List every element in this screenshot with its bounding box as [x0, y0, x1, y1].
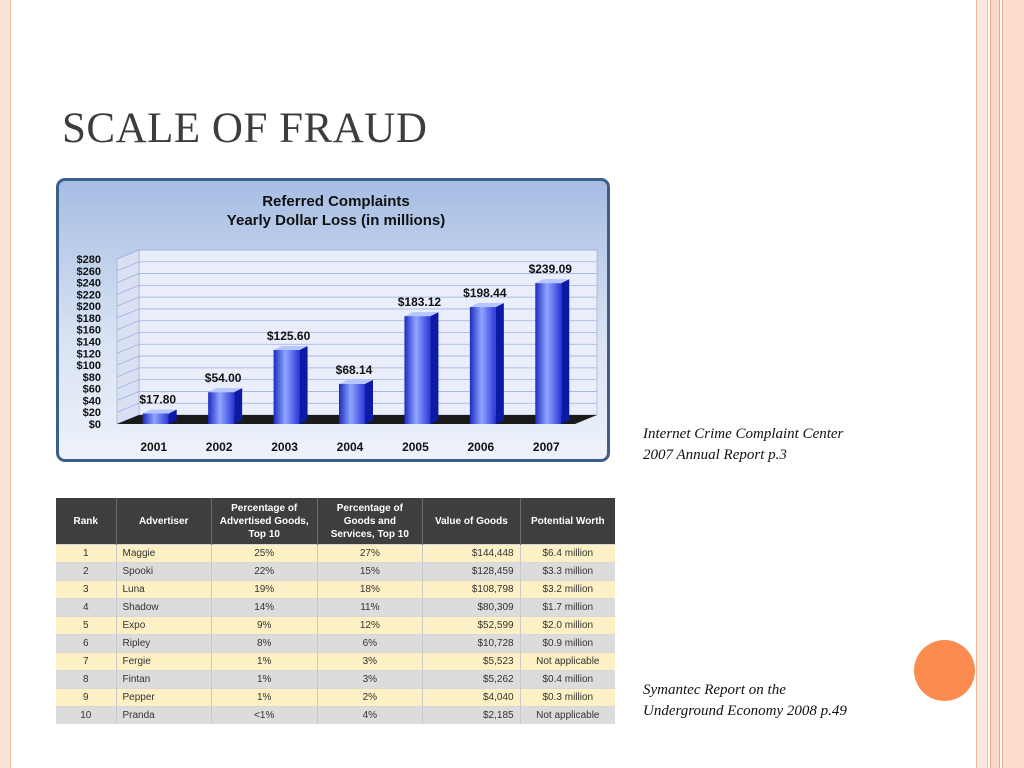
value-cell: $52,599	[423, 617, 520, 635]
bar-front	[208, 392, 234, 424]
bar-2006	[470, 303, 504, 424]
advertised-goods-cell: 1%	[211, 653, 317, 671]
table-row	[56, 599, 615, 617]
rank-cell: 8	[56, 671, 116, 689]
y-tick-label: $260	[76, 265, 101, 278]
advertised-goods-cell: 8%	[211, 635, 317, 653]
y-tick-label: $80	[82, 371, 101, 384]
column-header-advertised-goods: Percentage of Advertised Goods, Top 10	[211, 498, 317, 545]
rank-cell: 10	[56, 707, 116, 725]
worth-cell: $1.7 million	[520, 599, 615, 617]
goods-services-cell: 12%	[317, 617, 423, 635]
rank-cell: 5	[56, 617, 116, 635]
y-tick-label: $220	[76, 289, 101, 302]
chart-title: Referred Complaints	[262, 193, 410, 210]
worth-cell: $3.3 million	[520, 563, 615, 581]
rank-cell: 9	[56, 689, 116, 707]
value-cell: $4,040	[423, 689, 520, 707]
worth-cell: $0.4 million	[520, 671, 615, 689]
accent-circle	[914, 640, 975, 701]
worth-cell: $0.3 million	[520, 689, 615, 707]
value-cell: $5,262	[423, 671, 520, 689]
table-source-caption	[643, 680, 847, 722]
data-label: $125.60	[266, 328, 311, 343]
chart-source-line-1: Internet Crime Complaint Center	[643, 426, 844, 442]
rank-cell: 6	[56, 635, 116, 653]
advertised-goods-cell: 1%	[211, 671, 317, 689]
data-label: $183.12	[397, 295, 442, 310]
data-label: $17.80	[139, 392, 177, 407]
value-cell: $80,309	[423, 599, 520, 617]
bar-front	[470, 307, 496, 424]
data-label: $239.09	[528, 262, 572, 277]
advertiser-cell: Pranda	[116, 707, 211, 725]
slide-title: SCALE OF FRAUD	[62, 105, 428, 152]
data-label: $68.14	[335, 362, 373, 377]
left-border-stripe	[0, 0, 11, 768]
goods-services-cell: 2%	[317, 689, 423, 707]
rank-cell: 3	[56, 581, 116, 599]
advertiser-cell: Shadow	[116, 599, 211, 617]
advertised-goods-cell: <1%	[211, 707, 317, 725]
chart-source-line-2: 2007 Annual Report p.3	[643, 447, 787, 463]
y-tick-label: $280	[76, 254, 101, 266]
advertiser-cell: Pepper	[116, 689, 211, 707]
table-row	[56, 635, 615, 653]
bar-side	[496, 303, 504, 424]
bar-2004	[339, 380, 373, 424]
advertised-goods-cell: 19%	[211, 581, 317, 599]
advertiser-cell: Luna	[116, 581, 211, 599]
bar-side	[300, 346, 308, 424]
column-header-rank: Rank	[56, 498, 116, 545]
worth-cell: $3.2 million	[520, 581, 615, 599]
y-tick-label: $120	[76, 348, 101, 361]
advertised-goods-cell: 14%	[211, 599, 317, 617]
bar-side	[365, 380, 373, 424]
bar-side	[561, 279, 569, 424]
table-row	[56, 671, 615, 689]
bar-front	[535, 283, 561, 424]
rank-cell: 4	[56, 599, 116, 617]
table-row	[56, 563, 615, 581]
x-tick-label: 2002	[205, 440, 233, 454]
data-label: $54.00	[204, 371, 242, 386]
x-tick-label: 2005	[402, 440, 429, 454]
goods-services-cell: 18%	[317, 581, 423, 599]
worth-cell: $6.4 million	[520, 545, 615, 563]
bar-chart	[56, 178, 610, 462]
column-header-potential-worth: Potential Worth	[520, 498, 615, 545]
rank-cell: 2	[56, 563, 116, 581]
goods-services-cell: 11%	[317, 599, 423, 617]
x-tick-label: 2004	[336, 440, 364, 454]
advertiser-cell: Spooki	[116, 563, 211, 581]
bar-side	[430, 312, 438, 424]
column-header-goods-services: Percentage of Goods and Services, Top 10	[317, 498, 423, 545]
bar-side	[234, 388, 242, 424]
right-border-stripes	[976, 0, 1024, 768]
x-tick-label: 2001	[140, 440, 168, 454]
bar-front	[339, 384, 365, 424]
table-row	[56, 707, 615, 725]
worth-cell: $0.9 million	[520, 635, 615, 653]
y-tick-label: $140	[76, 336, 101, 349]
worth-cell: $2.0 million	[520, 617, 615, 635]
value-cell: $2,185	[423, 707, 520, 725]
table-source-line-1: Symantec Report on the	[643, 682, 786, 698]
table-row	[56, 545, 615, 563]
y-tick-label: $100	[76, 360, 101, 373]
y-tick-label: $180	[76, 312, 101, 325]
bar-2002	[208, 388, 242, 424]
advertised-goods-cell: 25%	[211, 545, 317, 563]
chart-subtitle: Yearly Dollar Loss (in millions)	[226, 212, 446, 229]
column-header-advertiser: Advertiser	[116, 498, 211, 545]
y-tick-label: $160	[76, 324, 101, 337]
value-cell: $128,459	[423, 563, 520, 581]
y-tick-label: $240	[76, 277, 101, 290]
bar-2001	[143, 410, 177, 424]
goods-services-cell: 4%	[317, 707, 423, 725]
worth-cell: Not applicable	[520, 653, 615, 671]
bar-2005	[404, 312, 438, 424]
y-tick-label: $20	[82, 407, 101, 420]
goods-services-cell: 3%	[317, 671, 423, 689]
table-row	[56, 653, 615, 671]
advertised-goods-cell: 9%	[211, 617, 317, 635]
goods-services-cell: 3%	[317, 653, 423, 671]
table-header-row	[56, 498, 615, 545]
advertiser-cell: Maggie	[116, 545, 211, 563]
table-row	[56, 581, 615, 599]
value-cell: $10,728	[423, 635, 520, 653]
value-cell: $5,523	[423, 653, 520, 671]
y-tick-label: $40	[82, 395, 101, 408]
data-label: $198.44	[463, 286, 507, 301]
advertiser-cell: Expo	[116, 617, 211, 635]
value-cell: $144,448	[423, 545, 520, 563]
advertiser-cell: Fintan	[116, 671, 211, 689]
goods-services-cell: 15%	[317, 563, 423, 581]
x-tick-label: 2003	[271, 440, 298, 454]
value-cell: $108,798	[423, 581, 520, 599]
column-header-value-of-goods: Value of Goods	[423, 498, 520, 545]
table-source-line-2: Underground Economy 2008 p.49	[643, 703, 847, 719]
table-row	[56, 689, 615, 707]
advertiser-cell: Ripley	[116, 635, 211, 653]
goods-services-cell: 6%	[317, 635, 423, 653]
table-row	[56, 617, 615, 635]
worth-cell: Not applicable	[520, 707, 615, 725]
y-tick-label: $0	[88, 419, 101, 431]
y-tick-label: $60	[82, 383, 101, 396]
chart-svg	[59, 181, 607, 459]
bar-front	[274, 350, 300, 424]
advertised-goods-cell: 22%	[211, 563, 317, 581]
y-tick-label: $200	[76, 301, 101, 314]
advertised-goods-cell: 1%	[211, 689, 317, 707]
advertiser-cell: Fergie	[116, 653, 211, 671]
chart-source-caption	[643, 424, 843, 466]
goods-services-cell: 27%	[317, 545, 423, 563]
advertiser-table	[56, 498, 615, 724]
bar-front	[143, 414, 169, 424]
bar-2003	[274, 346, 308, 424]
x-tick-label: 2006	[467, 440, 495, 454]
bar-front	[404, 316, 430, 424]
bar-2007	[535, 279, 569, 424]
rank-cell: 7	[56, 653, 116, 671]
rank-cell: 1	[56, 545, 116, 563]
x-tick-label: 2007	[532, 440, 560, 454]
